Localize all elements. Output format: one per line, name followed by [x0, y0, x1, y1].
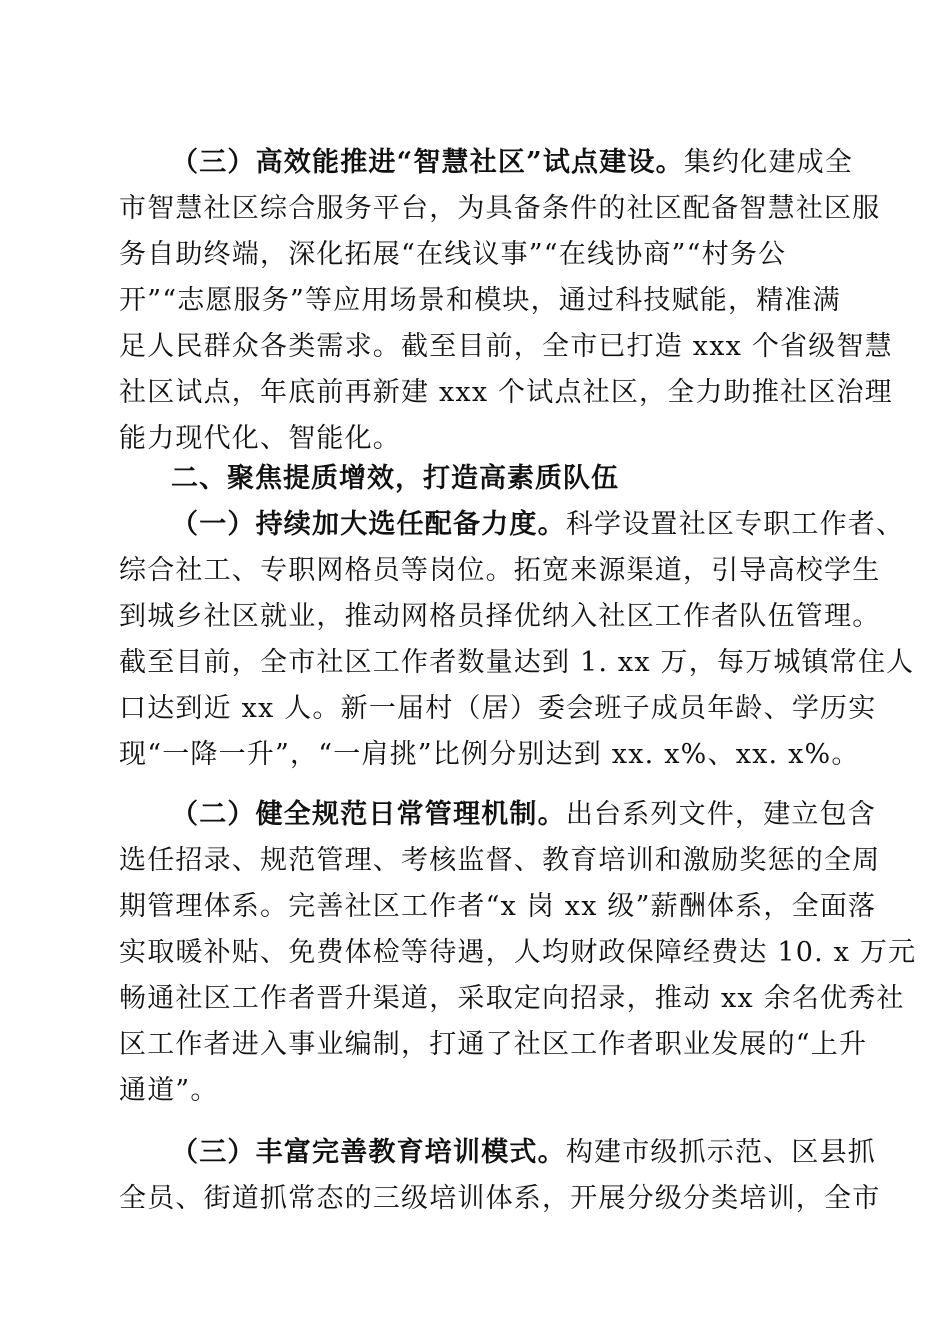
paragraph-text: 集约化建成全	[683, 147, 854, 178]
paragraph-line: 现“一降一升”，“一肩挑”比例分别达到 xx. x%、xx. x%。	[119, 739, 860, 770]
paragraph-line: 通道”。	[119, 1075, 219, 1106]
paragraph-line: 到城乡社区就业，推动网格员择优纳入社区工作者队伍管理。	[119, 601, 881, 632]
paragraph-lead: （三）高效能推进“智慧社区”试点建设。	[171, 147, 684, 178]
paragraph-line: 市智慧社区综合服务平台，为具备条件的社区配备智慧社区服	[119, 193, 881, 224]
paragraph-text: 科学设置社区专职工作者、	[565, 509, 905, 540]
paragraph-line	[171, 146, 853, 180]
paragraph-line: 畅通社区工作者晋升渠道，采取定向招录，推动 xx 余名优秀社	[119, 983, 905, 1014]
paragraph-line: 截至目前，全市社区工作者数量达到 1. xx 万，每万城镇常住人	[119, 647, 915, 678]
section-heading: 二、聚焦提质增效，打造高素质队伍	[171, 463, 619, 494]
paragraph-line: 能力现代化、智能化。	[119, 423, 401, 454]
paragraph-line: 期管理体系。完善社区工作者“x 岗 xx 级”薪酬体系，全面落	[119, 891, 877, 922]
paragraph-line	[171, 1136, 876, 1170]
paragraph-line: 社区试点，年底前再新建 xxx 个试点社区，全力助推社区治理	[119, 377, 893, 408]
paragraph-lead: （二）健全规范日常管理机制。	[171, 799, 566, 830]
paragraph-line: 区工作者进入事业编制，打通了社区工作者职业发展的“上升	[119, 1029, 868, 1060]
paragraph-line	[171, 508, 904, 542]
paragraph-text: 出台系列文件，建立包含	[565, 799, 877, 830]
paragraph-lead: （一）持续加大选任配备力度。	[171, 509, 566, 540]
paragraph-lead: （三）丰富完善教育培训模式。	[171, 1137, 566, 1168]
paragraph-line: 选任招录、规范管理、考核监督、教育培训和激励奖惩的全周	[119, 845, 881, 876]
paragraph-line: 开”“志愿服务”等应用场景和模块，通过科技赋能，精准满	[119, 285, 841, 316]
paragraph-line	[171, 798, 876, 832]
paragraph-line: 口达到近 xx 人。新一届村（居）委会班子成员年龄、学历实	[119, 693, 877, 724]
paragraph-line: 务自助终端，深化拓展“在线议事”“在线协商”“村务公	[119, 239, 787, 270]
paragraph-line: 足人民群众各类需求。截至目前，全市已打造 xxx 个省级智慧	[119, 331, 893, 362]
paragraph-text: 构建市级抓示范、区县抓	[565, 1137, 877, 1168]
paragraph-line: 综合社工、专职网格员等岗位。拓宽来源渠道，引导高校学生	[119, 555, 881, 586]
paragraph-line: 全员、街道抓常态的三级培训体系，开展分级分类培训，全市	[119, 1183, 881, 1214]
paragraph-line: 实取暖补贴、免费体检等待遇，人均财政保障经费达 10. x 万元	[119, 937, 917, 968]
